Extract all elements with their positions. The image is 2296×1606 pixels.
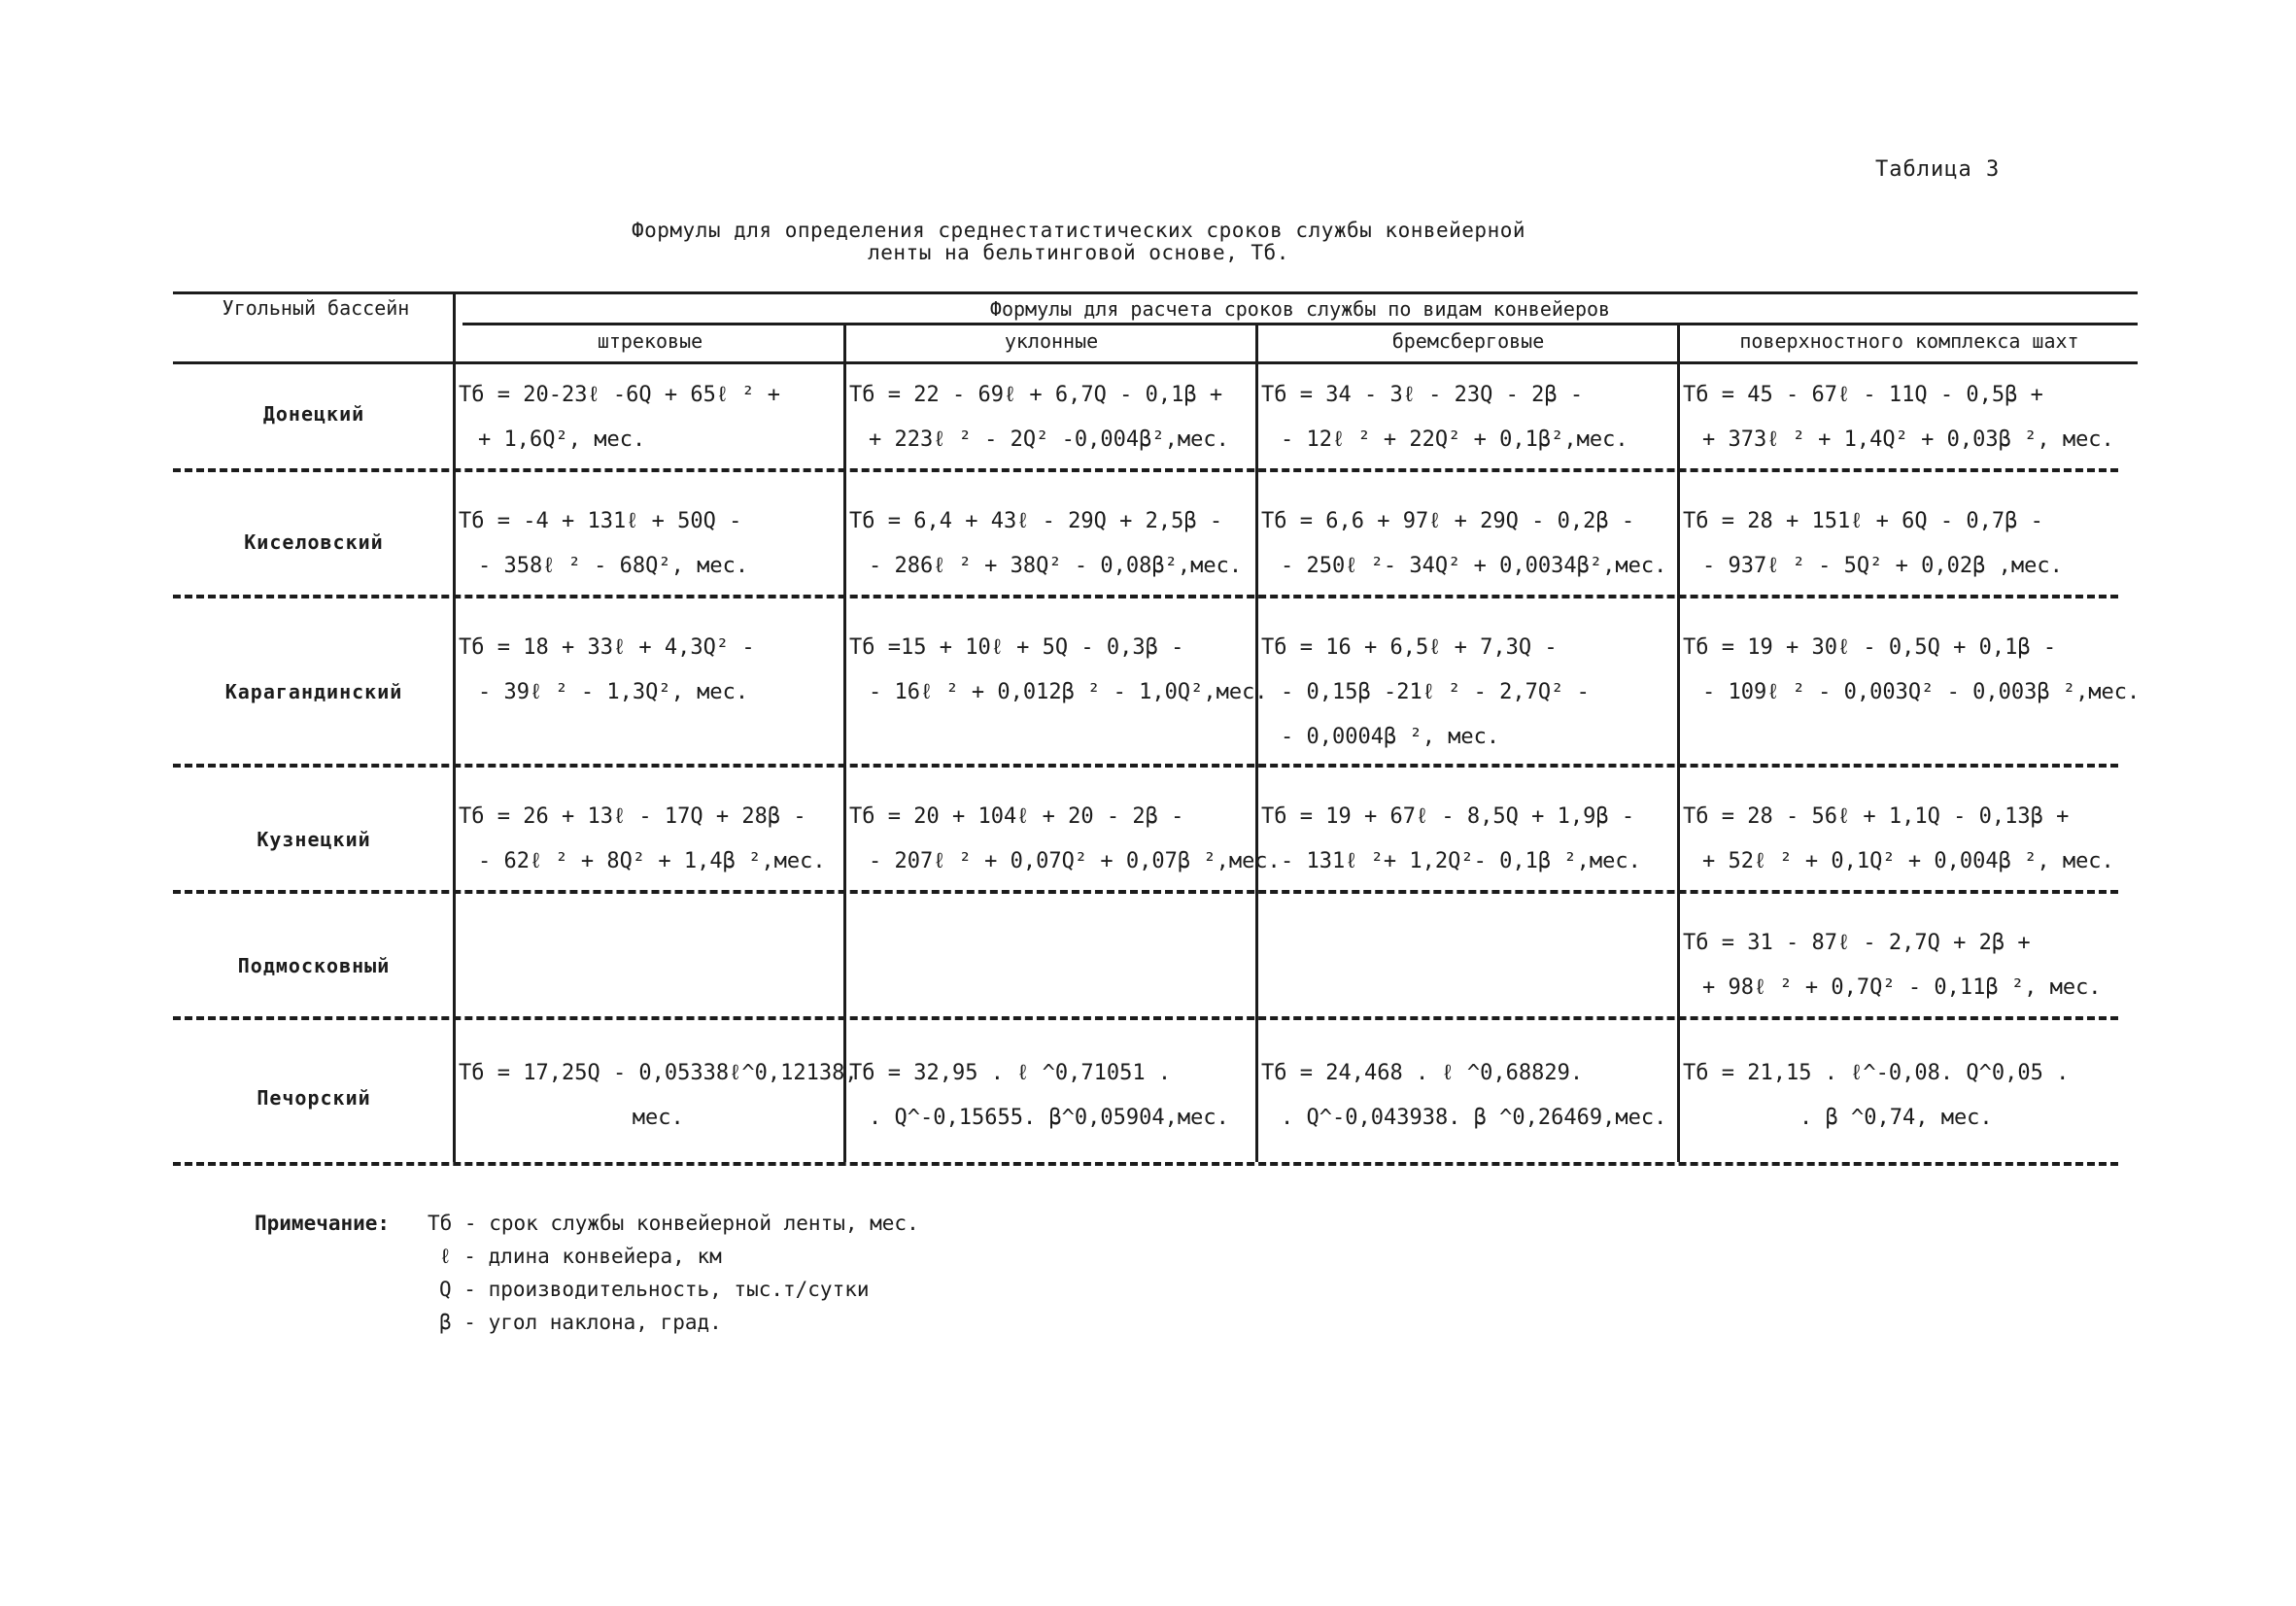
formula-cell: Тб = 32,95 . ℓ ^0,71051 . . Q^-0,15655. β^0,05904,мес. — [849, 1061, 1229, 1130]
row-divider — [173, 764, 2118, 768]
header-type-incline: уклонные — [1004, 329, 1099, 353]
formula-cell: Тб = 45 - 67ℓ - 11Q - 0,5β + + 373ℓ ² + 1,4Q² + 0,03β ², мес. — [1683, 383, 2114, 452]
basin-label: Донецкий — [262, 402, 365, 426]
note-item: β - угол наклона, град. — [439, 1311, 722, 1334]
basin-label: Кузнецкий — [257, 828, 371, 851]
table-top-rule — [173, 291, 2138, 294]
formula-cell: Тб = 17,25Q - 0,05338ℓ^0,12138, мес. — [459, 1061, 858, 1130]
formula-cell: Тб = 6,4 + 43ℓ - 29Q + 2,5β - - 286ℓ ² + 38Q² - 0,08β²,мес. — [849, 509, 1243, 578]
row-divider — [173, 1016, 2118, 1020]
row-divider — [173, 468, 2118, 472]
basin-label: Печорский — [257, 1086, 371, 1110]
formula-cell: Тб = 20-23ℓ -6Q + 65ℓ ² + + 1,6Q², мес. — [459, 383, 781, 452]
note-item: ℓ - длина конвейера, км — [439, 1245, 722, 1268]
table-title-line-1: Формулы для определения среднестатистических сроков службы конвейерной — [631, 219, 1525, 242]
formula-cell: Тб =15 + 10ℓ + 5Q - 0,3β - - 16ℓ ² + 0,012β ² - 1,0Q²,мес. — [849, 635, 1268, 704]
header-type-drift: штрековые — [597, 329, 703, 353]
formula-cell: Тб = 31 - 87ℓ - 2,7Q + 2β + + 98ℓ ² + 0,7Q² - 0,11β ², мес. — [1683, 931, 2102, 1000]
header-formulas-group: Формулы для расчета сроков службы по видам конвейеров — [989, 297, 1611, 321]
formula-cell: Тб = 18 + 33ℓ + 4,3Q² - - 39ℓ ² - 1,3Q², мес. — [459, 635, 755, 704]
row-divider — [173, 595, 2118, 598]
formula-cell: Тб = -4 + 131ℓ + 50Q - - 358ℓ ² - 68Q², мес. — [459, 509, 749, 578]
header-bottom-rule — [173, 361, 2138, 364]
formula-cell: Тб = 22 - 69ℓ + 6,7Q - 0,1β + + 223ℓ ² - 2Q² -0,004β²,мес. — [849, 383, 1229, 452]
header-basin: Угольный бассейн — [222, 296, 410, 320]
column-divider — [1677, 323, 1680, 1162]
note-item: Q - производительность, тыс.т/сутки — [439, 1278, 870, 1301]
row-divider — [173, 1162, 2118, 1166]
notes-list — [428, 1207, 919, 1339]
header-type-brake-incline: бремсберговые — [1391, 329, 1545, 353]
notes-label: Примечание: — [255, 1212, 391, 1235]
table-title-line-2: ленты на бельтинговой основе, Тб. — [868, 241, 1289, 264]
column-divider — [1255, 323, 1258, 1162]
column-divider — [843, 323, 846, 1162]
formula-cell: Тб = 28 + 151ℓ + 6Q - 0,7β - - 937ℓ ² - 5Q² + 0,02β ,мес. — [1683, 509, 2063, 578]
note-item: Тб - срок службы конвейерной ленты, мес. — [428, 1212, 919, 1235]
basin-label: Подмосковный — [237, 954, 391, 977]
header-type-surface: поверхностного комплекса шахт — [1739, 329, 2079, 353]
header-group-rule — [463, 323, 2138, 325]
formula-cell: Тб = 34 - 3ℓ - 23Q - 2β - - 12ℓ ² + 22Q² + 0,1β²,мес. — [1261, 383, 1628, 452]
row-divider — [173, 890, 2118, 894]
formula-cell: Тб = 28 - 56ℓ + 1,1Q - 0,13β + + 52ℓ ² + 0,1Q² + 0,004β ², мес. — [1683, 804, 2114, 873]
table-title — [583, 220, 1574, 264]
basin-label: Карагандинский — [224, 680, 403, 703]
formula-cell: Тб = 16 + 6,5ℓ + 7,3Q - - 0,15β -21ℓ ² - 2,7Q² - - 0,0004β ², мес. — [1261, 635, 1590, 749]
formula-cell: Тб = 19 + 67ℓ - 8,5Q + 1,9β - - 131ℓ ²+ 1,2Q²- 0,1β ²,мес. — [1261, 804, 1641, 873]
table-number-label: Таблица 3 — [1875, 157, 2001, 182]
formula-cell: Тб = 20 + 104ℓ + 20 - 2β - - 207ℓ ² + 0,07Q² + 0,07β ²,мес. — [849, 804, 1281, 873]
formula-cell: Тб = 24,468 . ℓ ^0,68829. . Q^-0,043938. β ^0,26469,мес. — [1261, 1061, 1667, 1130]
formula-cell: Тб = 6,6 + 97ℓ + 29Q - 0,2β - - 250ℓ ²- 34Q² + 0,0034β²,мес. — [1261, 509, 1667, 578]
basin-label: Киселовский — [244, 530, 384, 554]
formula-cell: Тб = 21,15 . ℓ^-0,08. Q^0,05 . . β ^0,74, мес. — [1683, 1061, 2070, 1130]
formula-cell: Тб = 26 + 13ℓ - 17Q + 28β - - 62ℓ ² + 8Q² + 1,4β ²,мес. — [459, 804, 826, 873]
formula-cell: Тб = 19 + 30ℓ - 0,5Q + 0,1β - - 109ℓ ² - 0,003Q² - 0,003β ²,мес. — [1683, 635, 2141, 704]
